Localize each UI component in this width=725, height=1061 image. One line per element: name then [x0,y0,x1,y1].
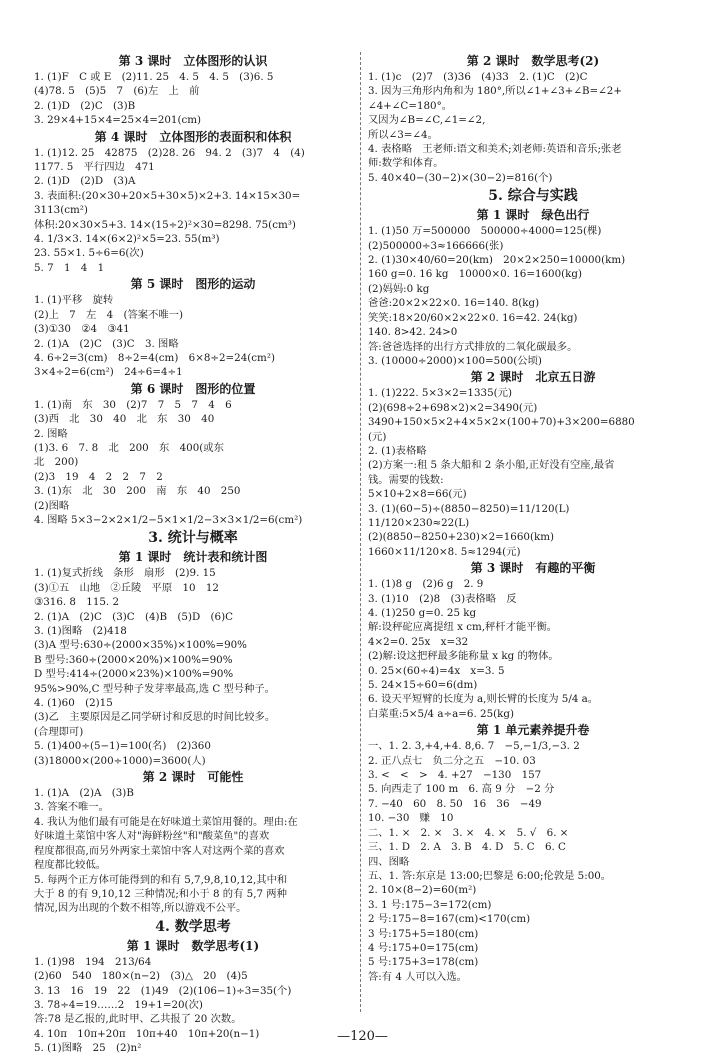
answer-line: 5. 向西走了 100 m 6. 高 9 分 −2 分 [368,783,555,796]
answer-line: 3. 表面积:(20×30+20×5+30×5)×2+3. 14×15×30= [34,189,301,202]
answer-line: 1. (1)8 g (2)6 g 2. 9 [368,578,484,591]
answer-line: 3. 13 16 19 22 (1)49 (2)(106−1)÷3=35(个) [34,984,292,997]
answer-line: (2)方案一:租 5 条大船和 2 条小船,正好没有空座,最省 [368,459,615,472]
answer-line: 5 号:175+3=178(cm) [368,956,479,969]
answer-line: 10. −30 赚 10 [368,812,454,825]
answer-line: 3. 29×4+15×4=25×4=201(cm) [34,114,202,127]
answer-line: B 型号:360÷(2000×20%)×100%=90% [34,653,233,666]
lesson-heading: 第 3 课时 立体图形的认识 [118,54,268,68]
chapter-heading: 4. 数学思考 [155,918,231,935]
answer-line: (3)西 北 30 40 北 东 30 40 [34,413,215,426]
answer-line: 3. (1)图略 (2)418 [34,625,127,637]
answer-line: 4. 1/3×3. 14×(6×2)²×5=23. 55(m³) [34,233,220,246]
answer-line: 5×10+2×8=66(元) [368,488,467,501]
answer-line: 7. −40 60 8. 50 16 36 −49 [368,797,542,810]
lesson-heading: 第 2 课时 可能性 [142,770,244,785]
answer-line: 1. (1)50 万=500000 500000÷4000=125(棵) [368,225,602,238]
answer-line: 5. (1)图略 25 (2)n² [34,1042,142,1055]
column-divider [360,52,361,1012]
answer-line: 11/120×230≈22(L) [368,516,470,529]
chapter-heading: 3. 统计与概率 [148,530,238,547]
answer-line: 5. (1)400÷(5−1)=100(名) (2)360 [34,740,211,753]
answer-line: 2. 正八点七 负二分之五 −10. 03 [368,754,536,767]
answer-line: 答:有 4 人可以入选。 [368,970,467,983]
answer-line: (合理即可) [34,725,84,738]
answer-line: 3×4÷2=6(cm²) 24÷6=4÷1 [34,366,183,379]
answer-line: 3. < < > 4. +27 −130 157 [368,769,542,782]
answer-line: 3. (1)10 (2)8 (3)表格略 反 [368,592,517,605]
answer-line: 4. 6÷2=3(cm) 8÷2=4(cm) 6×8÷2=24(cm²) [34,351,275,364]
answer-line: 2. (1)30×40/60=20(km) 20×2×250=10000(km) [368,254,626,267]
answer-line: (3)乙 主要原因是乙同学研讨和反思的时间比较多。 [34,711,276,724]
answer-line: 140. 8>42. 24>0 [368,326,458,339]
answer-line: 好味道土菜馆中客人对"海鲜粉丝"和"酸菜鱼"的喜欢 [34,830,270,843]
answer-line: (3)①30 ②4 ③41 [34,323,130,336]
answer-line: (2)(8850−8250+230)×2=1660(km) [368,531,554,544]
lesson-heading: 第 1 课时 绿色出行 [476,208,590,223]
answer-line: 师:数学和体育。 [368,157,444,170]
left-column [34,52,352,1056]
answer-line: ∠4+∠C=180°。 [368,99,453,112]
answer-line: (3)18000×(200÷1000)=3600(人) [34,754,206,767]
answer-line: (2)妈妈:0 kg [368,282,430,295]
answer-line: 情况,因为出现的个数不相等,所以游戏不公平。 [34,902,247,915]
answer-line: 4. (1)60 (2)15 [34,697,113,710]
answer-line: (1)3. 6 7. 8 北 200 东 400(或东 [34,441,224,454]
answer-line: 4×2=0. 25x x=32 [368,635,469,648]
lesson-heading: 第 1 课时 统计表和统计图 [118,550,268,565]
answer-line: 160 g=0. 16 kg 10000×0. 16=1600(kg) [368,268,583,281]
answer-line: (3)A 型号:630÷(2000×35%)×100%=90% [34,639,247,652]
answer-line: 4. 表格略 王老师:语文和美术;刘老师:英语和音乐;张老 [368,143,622,156]
answer-line: (3)①五 山地 ②丘陵 平原 10 12 [34,581,219,594]
answer-line: 4 号:175+0=175(cm) [368,941,479,954]
answer-line: 4. 我认为他们最有可能是在好味道土菜馆用餐的。理由:在 [34,815,298,828]
lesson-heading: 第 3 课时 有趣的平衡 [470,561,596,576]
answer-line: 1. (1)A (2)A (3)B [34,787,134,800]
answer-line: 爸爸:20×2×22×0. 16=140. 8(kg) [368,297,540,310]
answer-line: 北 200) [34,456,79,469]
answer-line: 1. (1)南 东 30 (2)7 7 5 7 4 6 [34,398,232,411]
answer-line: 程度都很高,而另外两家土菜馆中客人对这两个菜的喜欢 [34,844,285,857]
answer-line: 笑笑:18×20/60×2×22×0. 16=42. 24(kg) [368,311,578,324]
answer-line: 3. 因为三角形内角和为 180°,所以∠1+∠3+∠B=∠2+ [368,85,622,98]
lesson-heading: 第 1 单元素养提升卷 [476,723,590,738]
lesson-heading: 第 6 课时 图形的位置 [130,381,256,396]
answer-line: 所以∠3=∠4。 [368,128,438,141]
answer-line: 1. (1)12. 25 42875 (2)28. 26 94. 2 (3)7 4 (4) [34,146,305,159]
answer-line: 又因为∠B=∠C,∠1=∠2, [368,114,486,127]
answer-line: 3. 答案不唯一。 [34,801,109,814]
answer-line: 3. 1 号:175−3=172(cm) [368,898,492,911]
answer-line: 3. (1)东 北 30 200 南 东 40 250 [34,485,241,498]
lesson-heading: 第 2 课时 北京五日游 [470,370,596,385]
answer-line: (2)500000÷3≈166666(张) [368,239,504,252]
answer-line: 23. 55×1. 5÷6=6(次) [34,247,144,260]
chapter-heading: 5. 综合与实践 [488,188,578,205]
answer-line: (2)解:设这把秤最多能称量 x kg 的物体。 [368,650,559,663]
answer-line: 一、1. 2. 3,+4,+4. 8,6. 7 −5,−1/3,−3. 2 [368,740,580,753]
answer-line: ③316. 8 115. 2 [34,596,120,609]
lesson-heading: 第 2 课时 数学思考(2) [466,54,600,68]
answer-line: 4. (1)250 g=0. 25 kg [368,607,477,619]
answer-line: (2)3 19 4 2 2 7 2 [34,470,163,483]
answer-line: 2. (1)A (2)C (3)C 3. 图略 [34,337,179,350]
answer-line: (4)78. 5 (5)5 7 (6)左 上 前 [34,85,200,98]
lesson-heading: 第 5 课时 图形的运动 [130,277,256,292]
right-column [368,52,698,984]
answer-line: 大于 8 的有 9,10,12 三种情况;和小于 8 的有 5,7 两种 [34,887,287,900]
answer-line: 3113(cm²) [34,204,88,217]
answer-line: 3. 78÷4=19……2 19+1=20(次) [34,998,203,1011]
answer-line: 三、1. D 2. A 3. B 4. D 5. C 6. C [368,841,566,854]
answer-line: 1177. 5 平行四边 471 [34,161,155,174]
answer-line: 二、1. × 2. × 3. × 4. × 5. √ 6. × [368,826,569,839]
answer-line: 5. 24×15÷60=6(dm) [368,679,478,692]
answer-line: 3490+150×5×2+4×5×2×(100+70)+3×200=6880 [368,416,635,429]
answer-line: (2)(698÷2+698×2)×2=3490(元) [368,401,538,414]
answer-line: (2)60 540 180×(n−2) (3)△ 20 (4)5 [34,970,248,983]
answer-line: 1. (1)98 194 213/64 [34,955,152,968]
answer-line: 3 号:175+5=180(cm) [368,927,479,940]
answer-line: 答:爸爸选择的出行方式排放的二氧化碳最多。 [368,340,578,353]
answer-line: 程度都比较低。 [34,859,107,872]
answer-line: 5. 7 1 4 1 [34,261,105,274]
answer-line: 4. 10π 10π+20π 10π+40 10π+20(n−1) [34,1027,260,1040]
answer-line: 2. 图略 [34,427,68,440]
answer-line: 5. 40×40−(30−2)×(30−2)=816(个) [368,171,553,184]
answer-line: 6. 设天平短臂的长度为 a,则长臂的长度为 5/4 a。 [368,693,599,706]
answer-line: 2. (1)表格略 [368,444,427,457]
answer-line: 5. 每两个正方体可能得到的和有 5,7,9,8,10,12,其中和 [34,873,288,886]
answer-line: 1. (1)222. 5×3×2=1335(元) [368,387,512,400]
answer-line: (2)上 7 左 4 (答案不唯一) [34,308,183,321]
answer-line: (元) [368,430,387,443]
answer-line: 五、1. 答:东京是 13:00;巴黎是 6:00;伦敦是 5:00。 [368,869,612,882]
lesson-heading: 第 1 课时 数学思考(1) [126,938,260,953]
answer-line: 1. (1)c (2)7 (3)36 (4)33 2. (1)C (2)C [368,71,588,83]
answer-line: D 型号:414÷(2000×23%)×100%=90% [34,668,234,681]
answer-line: 4. 图略 5×3−2×2×1/2−5×1×1/2−3×3×1/2=6(cm²) [34,513,303,526]
answer-line: 2. (1)D (2)D (3)A [34,175,136,188]
answer-line: 答:78 是乙报的,此时甲、乙共报了 20 次数。 [34,1013,242,1026]
answer-line: 解:设秤砣应离提纽 x cm,秤杆才能平衡。 [368,621,558,634]
answer-line: 1660×11/120×8. 5≈1294(元) [368,545,521,558]
answer-line: 3. (1)(60−5)÷(8850−8250)=11/120(L) [368,502,570,515]
answer-line: 2. 10×(8−2)=60(m²) [368,884,477,897]
answer-line: 白菜重:5×5/4 a÷a=6. 25(kg) [368,707,514,720]
answer-line: 0. 25×(60÷4)=4x x=3. 5 [368,664,505,677]
answer-line: 四、图略 [368,855,410,868]
answer-line: 1. (1)平移 旋转 [34,294,114,307]
answer-line: 2. (1)D (2)C (3)B [34,99,136,112]
answer-line: 体积:20×30×5+3. 14×(15÷2)²×30=8298. 75(cm³) [34,218,296,231]
answer-line: 钱。需要的钱数: [368,473,444,486]
page-number: —120— [337,1029,388,1044]
answer-line: 1. (1)F C 或 E (2)11. 25 4. 5 4. 5 (3)6. 5 [34,71,274,83]
answer-line: 3. (10000÷2000)×100=500(公顷) [368,354,542,367]
answer-line: (2)图略 [34,499,70,512]
answer-line: 2. (1)A (2)C (3)C (4)B (5)D (6)C [34,610,233,623]
lesson-heading: 第 4 课时 立体图形的表面积和体积 [94,129,292,144]
answer-line: 2 号:175−8=167(cm)<170(cm) [368,913,531,926]
answer-line: 1. (1)复式折线 条形 扇形 (2)9. 15 [34,567,216,580]
answer-line: 95%>90%,C 型号种子发芽率最高,选 C 型号种子。 [34,682,275,695]
